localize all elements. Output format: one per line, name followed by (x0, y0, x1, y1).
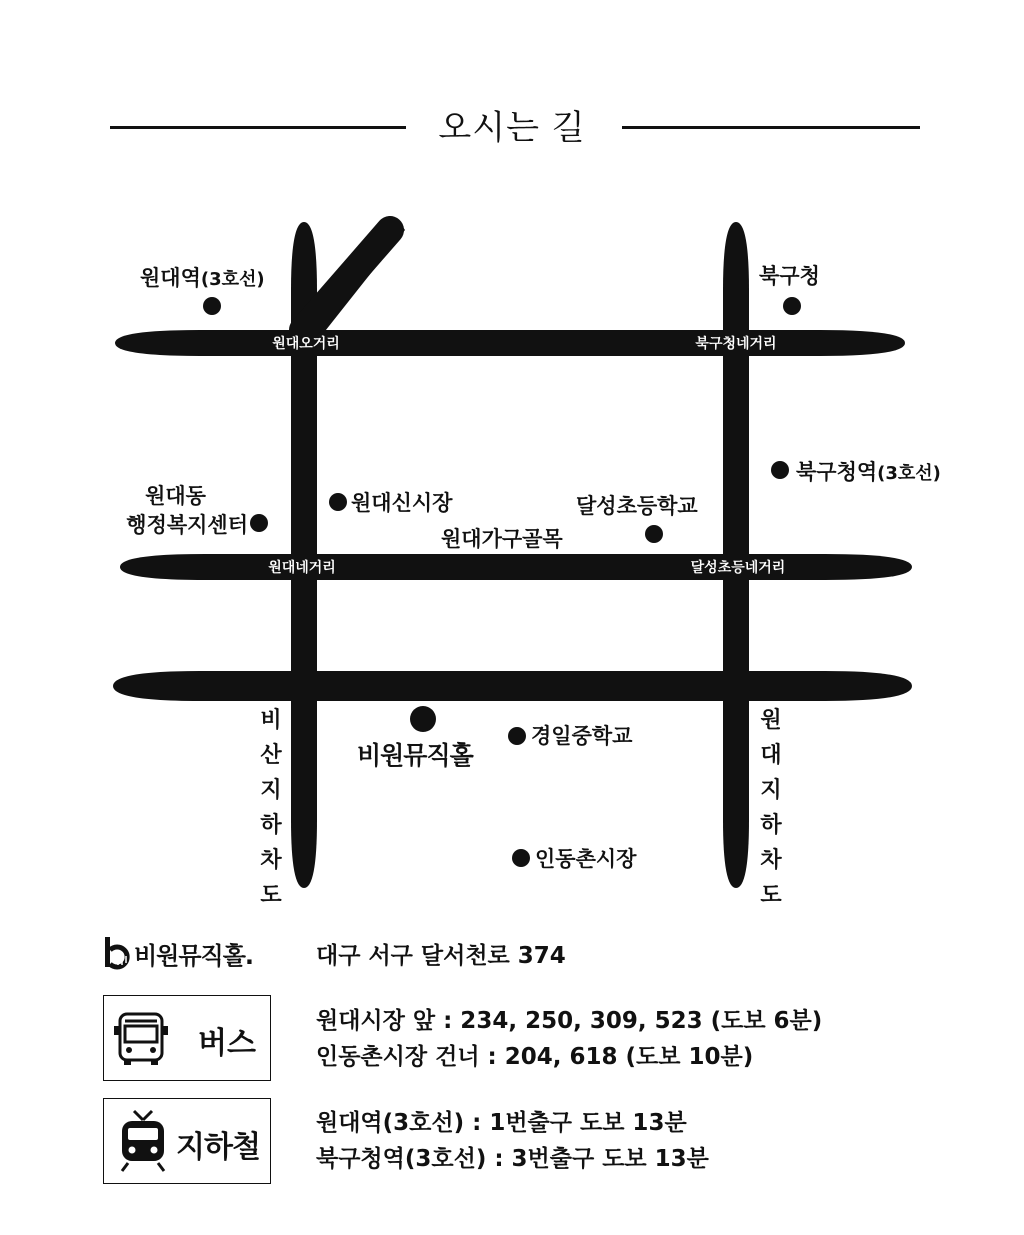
label-gyeongil-school: 경일중학교 (531, 724, 633, 748)
brand-name: 비원뮤직홀. (134, 941, 254, 970)
bus-label: 버스 (198, 1026, 256, 1061)
subway-line-2: 북구청역(3호선) : 3번출구 도보 13분 (316, 1146, 709, 1172)
road-top (115, 330, 905, 356)
bus-line-1: 원대시장 앞 : 234, 250, 309, 523 (도보 6분) (316, 1008, 823, 1034)
subway-box (103, 1098, 271, 1184)
label-wondae-station: 원대역(3호선) (140, 266, 265, 290)
bus-box (103, 995, 271, 1081)
dot-bukgu-station (771, 461, 789, 479)
dot-wondae-sin-market (329, 493, 347, 511)
subway-icon (112, 1107, 174, 1173)
dot-indong-market (512, 849, 530, 867)
label-bukgu-station: 북구청역(3호선) (796, 460, 941, 484)
road-label-wondae-ogeori: 원대오거리 (272, 336, 340, 352)
dot-wondae-station (203, 297, 221, 315)
subway-line-1: 원대역(3호선) : 1번출구 도보 13분 (316, 1110, 687, 1136)
bus-line-2: 인동촌시장 건너 : 204, 618 (도보 10분) (316, 1044, 754, 1070)
dot-bukgu-office (783, 297, 801, 315)
road-label-dalseong-negeori: 달성초등네거리 (690, 560, 786, 576)
road-right (723, 222, 749, 888)
dot-dalseong-school (645, 525, 663, 543)
label-venue: 비원뮤직홀 (357, 741, 473, 770)
label-wondae-dong-line2: 행정복지센터 (126, 513, 248, 537)
brand-logo (104, 935, 253, 971)
dot-venue (410, 706, 436, 732)
subway-label: 지하철 (176, 1130, 260, 1165)
label-dalseong-school: 달성초등학교 (576, 494, 698, 518)
label-wondae-sin-market: 원대신시장 (351, 491, 453, 515)
label-wondae-underpass: 원대지하차도 (760, 708, 782, 908)
page-title: 오시는 길 (438, 108, 586, 148)
address-text: 대구 서구 달서천로 374 (316, 943, 566, 969)
label-bukgu-office: 북구청 (759, 264, 820, 288)
dot-wondae-dong (250, 514, 268, 532)
subway-info (316, 1105, 709, 1177)
road-middle (120, 554, 912, 580)
label-furniture-alley: 원대가구골목 (441, 527, 563, 551)
dot-gyeongil-school (508, 727, 526, 745)
label-indong-market: 인동촌시장 (535, 847, 637, 871)
road-label-wondae-negeori: 원대네거리 (268, 560, 336, 576)
bus-info (316, 1003, 822, 1075)
label-wondae-dong-line1: 원대동 (145, 484, 206, 508)
label-bisan-underpass: 비산지하차도 (260, 708, 282, 908)
road-label-bukgu-negeori: 북구청네거리 (695, 336, 777, 352)
brand-logo-icon (104, 936, 132, 970)
label-wondae-dong (103, 482, 248, 540)
bus-icon (110, 1008, 172, 1070)
road-bottom (113, 671, 912, 701)
